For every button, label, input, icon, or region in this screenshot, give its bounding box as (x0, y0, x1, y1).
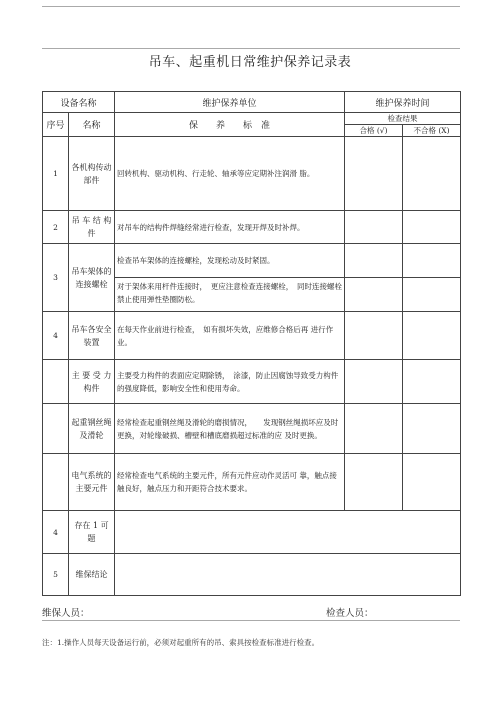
fail-cell[interactable] (403, 404, 461, 454)
pass-cell[interactable] (345, 312, 403, 360)
row-seq (43, 404, 69, 454)
title-rule (42, 48, 460, 49)
table-row (43, 511, 461, 554)
row-seq: 1 (43, 137, 69, 211)
table-row (43, 554, 461, 596)
table-row (43, 244, 461, 278)
maint-unit-label: 维护保养单位 (115, 92, 345, 113)
fail-cell[interactable] (403, 360, 461, 404)
maintenance-table (42, 91, 461, 596)
row-standard: 在每天作业前进行检查， 如有损坏失效，应维修合格后再 进行作业。 (115, 312, 345, 360)
footer-rule (42, 620, 460, 621)
pass-cell[interactable] (345, 360, 403, 404)
row-seq: 2 (43, 211, 69, 244)
row-seq: 4 (43, 312, 69, 360)
maintainer-label: 维保人员： (42, 608, 90, 619)
row-seq (43, 454, 69, 511)
row-standard: 经常检查电气系统的主要元件，所有元件应动作灵活可 靠，触点接触良好，触点压力和开距符合技术要求。 (115, 454, 345, 511)
row-standard: 检查吊车架体的连接螺栓，发现松动及时紧固。 (115, 244, 345, 278)
table-row (43, 454, 461, 511)
row-name: 主 要 受 力构件 (69, 360, 115, 404)
row-standard: 回转机构、驱动机构、行走轮、轴承等应定期补注润滑 脂。 (115, 137, 345, 211)
row-name: 吊 车 结 构件 (69, 211, 115, 244)
name-header: 名称 (69, 113, 115, 137)
row-seq (43, 360, 69, 404)
table-row (43, 211, 461, 244)
inspector-label: 检查人员： (326, 608, 374, 619)
standard-header: 保 养 标 准 (115, 113, 345, 137)
fail-cell[interactable] (403, 244, 461, 278)
row-name: 电气系统的主要元件 (69, 454, 115, 511)
pass-cell[interactable] (345, 211, 403, 244)
pass-cell[interactable] (345, 404, 403, 454)
table-row (43, 92, 461, 113)
table-row (43, 360, 461, 404)
top-rule (42, 6, 460, 7)
fail-cell[interactable] (403, 454, 461, 511)
row-standard: 主要受力构件的表面应定期除锈， 涂漆，防止因腐蚀导致受力构件的强度降低，影响安全性和使用寿命。 (115, 360, 345, 404)
maint-time-label: 维护保养时间 (345, 92, 461, 113)
pass-cell[interactable] (345, 454, 403, 511)
fail-cell[interactable] (403, 137, 461, 211)
row-seq: 3 (43, 244, 69, 312)
row-name: 各机构传动部件 (69, 137, 115, 211)
table-row (43, 137, 461, 211)
table-row (43, 312, 461, 360)
page-title: 吊车、起重机日常维护保养记录表 (148, 55, 352, 70)
seq-header: 序号 (43, 113, 69, 137)
issue-content-cell[interactable] (115, 511, 461, 554)
footnote: 注：1.操作人员每天设备运行前，必须对起重所有的吊、索具按检查标准进行检查。 (42, 638, 320, 647)
row-name: 吊车各安全装置 (69, 312, 115, 360)
row-seq: 4 (43, 511, 69, 554)
fail-cell[interactable] (403, 278, 461, 312)
pass-cell[interactable] (345, 244, 403, 278)
row-name: 维保结论 (69, 554, 115, 596)
fail-cell[interactable] (403, 312, 461, 360)
row-name: 存在 1 可题 (69, 511, 115, 554)
row-standard: 对吊车的结构件焊缝经常进行检查，发现开焊及时补焊。 (115, 211, 345, 244)
conclusion-content-cell[interactable] (115, 554, 461, 596)
table-row (43, 113, 461, 125)
table-row (43, 404, 461, 454)
fail-cell[interactable] (403, 211, 461, 244)
fail-header: 不合格 (X) (403, 125, 461, 137)
pass-cell[interactable] (345, 278, 403, 312)
row-name: 起重钢丝绳及滑轮 (69, 404, 115, 454)
row-standard: 对于架体来用杆件连接时， 更应注意检查连接螺栓， 同时连接螺栓禁止使用弹性垫圈防松。 (115, 278, 345, 312)
device-name-label: 设备名称 (43, 92, 115, 113)
pass-header: 合格 (√) (345, 125, 403, 137)
row-seq: 5 (43, 554, 69, 596)
row-standard: 经常检查起重钢丝绳及滑轮的磨损情况， 发现钢丝绳损坏应及时更换，对轮缘破损、槽壁和槽底磨损超过标准的应 及时更换。 (115, 404, 345, 454)
row-name: 吊车架体的连接螺栓 (69, 244, 115, 312)
pass-cell[interactable] (345, 137, 403, 211)
check-result-header: 检查结果 (345, 113, 461, 125)
